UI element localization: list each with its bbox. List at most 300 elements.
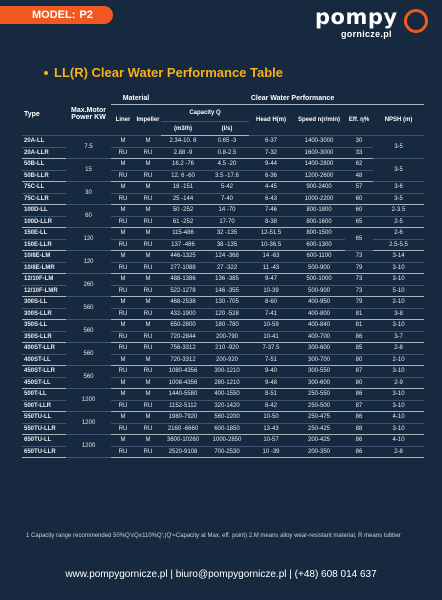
cell-head: 10-41 [249,331,293,343]
cell-capacity-ls: 200-920 [205,354,249,366]
cell-type: 400ST-LLR [22,343,66,355]
cell-impeller: RU [135,285,161,297]
cell-type: 400ST-LL [22,354,66,366]
cell-head: 8-60 [249,297,293,309]
cell-capacity-ls: 560-2200 [205,412,249,424]
cell-capacity-m3h: 1980-7920 [161,412,205,424]
cell-npsh: 3-10 [373,274,424,286]
cell-impeller: RU [135,366,161,378]
cell-npsh: 3-8 [373,308,424,320]
header-capacity: Capacity Q [161,105,249,122]
header-m3h: (m3/h) [161,122,205,136]
cell-liner: M [111,159,135,171]
cell-capacity-ls: 1000-2850 [205,435,249,447]
cell-capacity-m3h: 277-1088 [161,262,205,274]
cell-eff: 81 [345,308,373,320]
cell-type: 10/8E-LMR [22,262,66,274]
cell-capacity-m3h: 1080-4356 [161,366,205,378]
cell-liner: RU [111,400,135,412]
table-body [22,136,424,458]
cell-capacity-m3h: 25 -144 [161,193,205,205]
cell-speed: 300-550 [293,366,345,378]
cell-capacity-ls: 17-70 [205,216,249,228]
cell-capacity-ls: 14 -70 [205,205,249,217]
table-row [22,320,424,332]
cell-capacity-ls: 700-2530 [205,446,249,458]
cell-speed: 250-475 [293,412,345,424]
cell-liner: M [111,320,135,332]
cell-capacity-m3h: 3600-10260 [161,435,205,447]
cell-speed: 400-950 [293,297,345,309]
cell-npsh: 2-8 [373,446,424,458]
logo-sub: gornicze.pl [341,29,392,39]
cell-liner: RU [111,216,135,228]
cell-type: 10/8E-LM [22,251,66,263]
cell-eff: 79 [345,262,373,274]
cell-type: 450ST-LL [22,377,66,389]
cell-head: 11 -43 [249,262,293,274]
cell-head: 9-40 [249,366,293,378]
cell-capacity-m3h: 1152-5112 [161,400,205,412]
cell-power: 560 [66,320,111,343]
cell-impeller: M [135,412,161,424]
cell-type: 550TU-LLR [22,423,66,435]
cell-eff: 86 [345,435,373,447]
model-label: MODEL: [32,9,76,21]
cell-liner: RU [111,446,135,458]
cell-impeller: RU [135,147,161,159]
section-title [44,65,283,80]
cell-speed: 300-600 [293,343,345,355]
cell-speed: 250-550 [293,389,345,401]
cell-liner: RU [111,285,135,297]
cell-npsh: 2-6 [373,228,424,240]
cell-eff: 80 [345,354,373,366]
table-row [22,228,424,240]
cell-type: 500T-LL [22,389,66,401]
cell-power: 1200 [66,412,111,435]
cell-head: 8-51 [249,389,293,401]
table-row [22,435,424,447]
cell-impeller: M [135,205,161,217]
cell-capacity-m3h: 115-486 [161,228,205,240]
cell-head: 6-43 [249,193,293,205]
cell-speed: 600-1300 [293,239,345,251]
table-row [22,343,424,355]
cell-impeller: M [135,251,161,263]
cell-power: 560 [66,366,111,389]
cell-capacity-m3h: 650-2800 [161,320,205,332]
footnote: 1 Capacity range recommended 50%Q'≤Q≤110%Q',(Q'=Capacity at Max. eff. point) 2.M means alloy wear-resistant material, R means tubber [26,533,401,539]
cell-npsh: 2-10 [373,297,424,309]
cell-speed: 1200-2600 [293,170,345,182]
cell-npsh: 2.5-5.5 [373,239,424,251]
cell-type: 150E-LL [22,228,66,240]
cell-capacity-ls: 4.5 -20 [205,159,249,171]
cell-liner: M [111,136,135,148]
cell-eff: 48 [345,170,373,182]
header-impeller: Impeller [135,105,161,136]
cell-eff: 73 [345,251,373,263]
cell-capacity-ls: 38 -135 [205,239,249,251]
cell-power: 560 [66,343,111,366]
cell-type: 300S-LL [22,297,66,309]
cell-eff: 73 [345,285,373,297]
bullet-icon [44,71,48,75]
cell-capacity-ls: 180 -780 [205,320,249,332]
cell-npsh: 3-10 [373,320,424,332]
cell-speed: 900-2400 [293,182,345,194]
cell-impeller: M [135,136,161,148]
cell-npsh: 3-6 [373,182,424,194]
cell-type: 100D-LL [22,205,66,217]
header-head: Head H(m) [249,105,293,136]
cell-type: 100D-LLR [22,216,66,228]
cell-head: 12-51.5 [249,228,293,240]
cell-type: 350S-LL [22,320,66,332]
header-performance: Clear Water Performance [161,93,424,105]
cell-liner: M [111,389,135,401]
cell-capacity-m3h: 50 -252 [161,205,205,217]
table-row [22,274,424,286]
cell-type: 350S-LLR [22,331,66,343]
cell-head: 7-32 [249,147,293,159]
cell-liner: M [111,435,135,447]
header-ls: (l/s) [205,122,249,136]
cell-npsh: 3-7 [373,331,424,343]
contact-footer: www.pompygornicze.pl | biuro@pompygornicze.pl | (+48) 608 014 637 [65,569,377,580]
cell-speed: 500-900 [293,285,345,297]
cell-head: 10-59 [249,320,293,332]
cell-eff: 60 [345,193,373,205]
cell-capacity-m3h: 1008-4356 [161,377,205,389]
cell-capacity-ls: 124 -368 [205,251,249,263]
cell-impeller: RU [135,400,161,412]
cell-capacity-m3h: 756-3312 [161,343,205,355]
cell-impeller: M [135,297,161,309]
cell-eff: 87 [345,366,373,378]
cell-head: 7-41 [249,308,293,320]
cell-npsh: 2-3.5 [373,205,424,217]
table-row [22,182,424,194]
cell-head: 7-37.5 [249,343,293,355]
cell-npsh: 3-10 [373,389,424,401]
cell-eff: 79 [345,297,373,309]
cell-liner: M [111,354,135,366]
cell-capacity-ls: 200-790 [205,331,249,343]
cell-eff: 88 [345,423,373,435]
cell-npsh: 2-8 [373,343,424,355]
cell-npsh: 2-10 [373,354,424,366]
cell-head: 14 -63 [249,251,293,263]
table-row [22,251,424,263]
cell-eff: 65 [345,216,373,228]
cell-impeller: RU [135,239,161,251]
cell-capacity-m3h: 522-1278 [161,285,205,297]
cell-capacity-ls: 210 -920 [205,343,249,355]
cell-capacity-ls: 600-1850 [205,423,249,435]
cell-type: 12/10F-LMR [22,285,66,297]
cell-liner: M [111,377,135,389]
cell-eff: 87 [345,400,373,412]
cell-capacity-ls: 300-1210 [205,366,249,378]
cell-liner: RU [111,170,135,182]
cell-npsh: 3-5 [373,193,424,205]
cell-capacity-m3h: 61 -252 [161,216,205,228]
cell-speed: 300-700 [293,354,345,366]
cell-liner: M [111,412,135,424]
section-title-text: LL(R) Clear Water Performance Table [54,65,283,80]
cell-liner: M [111,251,135,263]
cell-liner: RU [111,423,135,435]
cell-capacity-m3h: 446-1325 [161,251,205,263]
cell-speed: 250-425 [293,423,345,435]
cell-power: 7.5 [66,136,111,159]
logo-ring-icon [404,9,428,33]
cell-capacity-m3h: 488-1386 [161,274,205,286]
cell-capacity-ls: 400-1550 [205,389,249,401]
cell-type: 650TU-LLR [22,446,66,458]
cell-impeller: RU [135,170,161,182]
cell-liner: RU [111,193,135,205]
cell-capacity-ls: 320-1420 [205,400,249,412]
company-logo [315,5,431,43]
cell-speed: 1000-2200 [293,193,345,205]
cell-speed: 500-1000 [293,274,345,286]
cell-type: 550TU-LL [22,412,66,424]
cell-impeller: M [135,435,161,447]
cell-capacity-ls: 0.8-2.5 [205,147,249,159]
cell-speed: 1600-3000 [293,147,345,159]
cell-capacity-ls: 146 -355 [205,285,249,297]
cell-impeller: M [135,354,161,366]
cell-capacity-m3h: 432-1900 [161,308,205,320]
cell-capacity-m3h: 2.34-10. 8 [161,136,205,148]
cell-impeller: RU [135,262,161,274]
header-material: Material [111,93,161,105]
cell-npsh: 3-5 [373,159,424,182]
cell-speed: 250-500 [293,400,345,412]
cell-eff: 73 [345,274,373,286]
cell-liner: RU [111,343,135,355]
cell-eff: 85 [345,343,373,355]
model-value: P2 [79,9,93,21]
header-type: Type [22,93,66,136]
cell-liner: RU [111,308,135,320]
cell-impeller: M [135,274,161,286]
cell-liner: RU [111,147,135,159]
cell-eff: 86 [345,389,373,401]
table-row [22,412,424,424]
cell-eff: 57 [345,182,373,194]
cell-type: 300S-LLR [22,308,66,320]
cell-head: 7-51 [249,354,293,366]
header-speed: Speed n(r/min) [293,105,345,136]
cell-npsh: 4-10 [373,435,424,447]
cell-power: 60 [66,205,111,228]
cell-head: 13-43 [249,423,293,435]
cell-capacity-m3h: 18 -151 [161,182,205,194]
cell-capacity-m3h: 137 -486 [161,239,205,251]
cell-type: 500T-LLR [22,400,66,412]
cell-capacity-m3h: 720-3312 [161,354,205,366]
cell-type: 20A-LLR [22,147,66,159]
cell-liner: M [111,205,135,217]
cell-impeller: M [135,389,161,401]
cell-speed: 1400-3000 [293,136,345,148]
cell-liner: RU [111,331,135,343]
cell-head: 4-45 [249,182,293,194]
cell-npsh: 3-10 [373,423,424,435]
cell-type: 20A-LL [22,136,66,148]
cell-capacity-m3h: 468-2538 [161,297,205,309]
cell-head: 6-37 [249,136,293,148]
cell-impeller: M [135,320,161,332]
table-row [22,297,424,309]
cell-speed: 300-600 [293,377,345,389]
cell-power: 1200 [66,435,111,458]
cell-capacity-ls: 0.65 -3 [205,136,249,148]
header-liner: Liner [111,105,135,136]
cell-head: 9-48 [249,377,293,389]
cell-capacity-ls: 120 -528 [205,308,249,320]
cell-type: 50B-LLR [22,170,66,182]
header-eff: Eff. η% [345,105,373,136]
cell-type: 12/10F-LM [22,274,66,286]
cell-eff: 33 [345,147,373,159]
cell-capacity-m3h: 2.88 -9 [161,147,205,159]
cell-speed: 200-350 [293,446,345,458]
cell-liner: RU [111,239,135,251]
cell-capacity-m3h: 1440-5580 [161,389,205,401]
cell-speed: 600-1100 [293,251,345,263]
cell-type: 75C-LL [22,182,66,194]
cell-impeller: RU [135,331,161,343]
cell-head: 10-39 [249,285,293,297]
cell-type: 50B-LL [22,159,66,171]
cell-liner: M [111,182,135,194]
cell-head: 8-38 [249,216,293,228]
cell-liner: M [111,297,135,309]
cell-impeller: M [135,228,161,240]
cell-capacity-ls: 130 -705 [205,297,249,309]
model-badge [0,6,113,24]
cell-power: 260 [66,274,111,297]
cell-power: 30 [66,182,111,205]
cell-type: 650TU-LL [22,435,66,447]
cell-power: 120 [66,251,111,274]
cell-capacity-ls: 27 -322 [205,262,249,274]
cell-liner: RU [111,366,135,378]
cell-power: 15 [66,159,111,182]
cell-npsh: 3-10 [373,400,424,412]
table-row [22,159,424,171]
cell-power: 120 [66,228,111,251]
cell-impeller: RU [135,446,161,458]
cell-head: 10-57 [249,435,293,447]
cell-speed: 200-425 [293,435,345,447]
cell-speed: 1400-2800 [293,159,345,171]
cell-type: 150E-LLR [22,239,66,251]
cell-capacity-m3h: 16.2 -76 [161,159,205,171]
cell-liner: M [111,228,135,240]
table-row [22,366,424,378]
cell-speed: 400-700 [293,331,345,343]
cell-speed: 800-1800 [293,205,345,217]
cell-npsh: 4-10 [373,412,424,424]
cell-eff: 65 [345,228,373,251]
cell-capacity-ls: 136 -385 [205,274,249,286]
cell-speed: 500-900 [293,262,345,274]
cell-npsh: 3-5 [373,136,424,159]
cell-npsh: 2-5 [373,216,424,228]
cell-head: 6-36 [249,170,293,182]
cell-capacity-m3h: 2520-9108 [161,446,205,458]
cell-capacity-ls: 280-1210 [205,377,249,389]
cell-eff: 60 [345,205,373,217]
cell-eff: 62 [345,159,373,171]
table-row [22,205,424,217]
cell-capacity-m3h: 720-2844 [161,331,205,343]
cell-power: 560 [66,297,111,320]
cell-type: 450ST-LLR [22,366,66,378]
logo-word: pompy [315,5,398,29]
cell-capacity-ls: 3.5 -17.6 [205,170,249,182]
cell-npsh: 3-14 [373,251,424,263]
cell-npsh: 5-10 [373,285,424,297]
cell-eff: 86 [345,331,373,343]
cell-eff: 30 [345,136,373,148]
cell-capacity-m3h: 2160 -6660 [161,423,205,435]
cell-speed: 800-1600 [293,216,345,228]
cell-eff: 86 [345,446,373,458]
performance-table [22,93,424,458]
cell-head: 9-47 [249,274,293,286]
cell-liner: RU [111,262,135,274]
cell-eff: 86 [345,412,373,424]
cell-npsh: 3-10 [373,366,424,378]
cell-impeller: RU [135,423,161,435]
cell-head: 7-46 [249,205,293,217]
table-row [22,389,424,401]
cell-speed: 400-800 [293,308,345,320]
cell-head: 10 -39 [249,446,293,458]
cell-impeller: RU [135,343,161,355]
cell-head: 10-50 [249,412,293,424]
cell-capacity-m3h: 12. 6 -60 [161,170,205,182]
cell-npsh: 3-10 [373,262,424,274]
cell-capacity-ls: 5-42 [205,182,249,194]
cell-eff: 80 [345,377,373,389]
cell-speed: 800-1500 [293,228,345,240]
cell-impeller: M [135,182,161,194]
cell-impeller: RU [135,308,161,320]
header-max-motor: Max.Motor Power KW [66,93,111,136]
cell-capacity-ls: 7-40 [205,193,249,205]
cell-capacity-ls: 32 -135 [205,228,249,240]
cell-liner: M [111,274,135,286]
cell-power: 1200 [66,389,111,412]
cell-impeller: M [135,377,161,389]
cell-speed: 400-840 [293,320,345,332]
cell-impeller: RU [135,216,161,228]
cell-impeller: M [135,159,161,171]
cell-head: 8-42 [249,400,293,412]
cell-eff: 81 [345,320,373,332]
cell-npsh: 2-9 [373,377,424,389]
cell-impeller: RU [135,193,161,205]
cell-head: 9-44 [249,159,293,171]
